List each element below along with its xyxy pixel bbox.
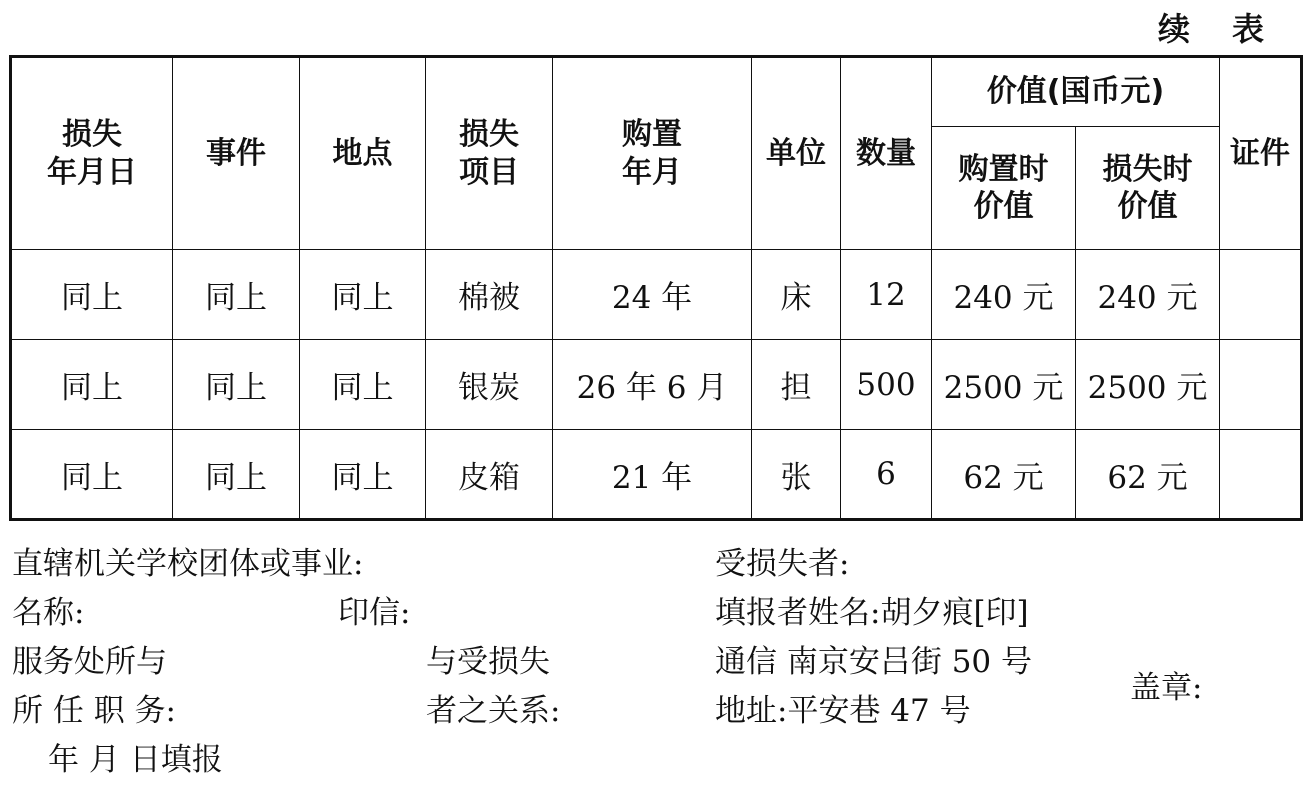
cell-place: 同上 <box>300 430 426 520</box>
cell-item: 银炭 <box>426 340 553 430</box>
cell-item: 皮箱 <box>426 430 553 520</box>
stamp-label: 盖章: <box>1130 670 1203 706</box>
cell-loss-date: 同上 <box>11 250 173 340</box>
continued-label <box>1158 4 1264 50</box>
header-row-1 <box>11 57 1302 127</box>
position-label: 所 任 职 务: <box>12 693 177 729</box>
header-value-loss: 损失时 价值 <box>1076 127 1220 250</box>
address-line-1: 通信 南京安吕街 50 号 <box>715 644 1033 680</box>
header-place: 地点 <box>300 57 426 250</box>
header-purchase-date: 购置 年月 <box>553 57 752 250</box>
cell-unit: 张 <box>752 430 841 520</box>
cell-loss-date: 同上 <box>11 430 173 520</box>
reporter-name: 填报者姓名:胡夕痕[印] <box>715 595 1029 631</box>
name-label: 名称: <box>12 595 85 631</box>
cell-unit: 床 <box>752 250 841 340</box>
cell-value-purchase: 240 元 <box>932 250 1076 340</box>
cell-purchase-date: 24 年 <box>553 250 752 340</box>
cell-item: 棉被 <box>426 250 553 340</box>
table-row <box>11 340 1302 430</box>
cell-unit: 担 <box>752 340 841 430</box>
cell-event: 同上 <box>173 340 300 430</box>
cell-value-loss: 2500 元 <box>1076 340 1220 430</box>
header-value-purchase: 购置时 价值 <box>932 127 1076 250</box>
address-line-2: 地址:平安巷 47 号 <box>715 693 971 729</box>
date-line: 年 月 日填报 <box>48 742 223 778</box>
cell-evidence <box>1220 340 1302 430</box>
header-value-group: 价值(国币元) <box>932 57 1220 127</box>
cell-value-loss: 240 元 <box>1076 250 1220 340</box>
cell-value-purchase: 62 元 <box>932 430 1076 520</box>
org-label: 直辖机关学校团体或事业: <box>12 546 364 582</box>
seal-label: 印信: <box>338 595 411 631</box>
header-unit: 单位 <box>752 57 841 250</box>
continued-char-2: 表 <box>1232 10 1265 48</box>
cell-event: 同上 <box>173 430 300 520</box>
cell-evidence <box>1220 250 1302 340</box>
cell-purchase-date: 21 年 <box>553 430 752 520</box>
cell-quantity: 12 <box>841 250 932 340</box>
relation-label-2: 者之关系: <box>426 693 561 729</box>
header-quantity: 数量 <box>841 57 932 250</box>
cell-loss-date: 同上 <box>11 340 173 430</box>
victim-label: 受损失者: <box>715 546 850 582</box>
header-item: 损失 项目 <box>426 57 553 250</box>
table-row <box>11 430 1302 520</box>
cell-evidence <box>1220 430 1302 520</box>
cell-quantity: 6 <box>841 430 932 520</box>
cell-event: 同上 <box>173 250 300 340</box>
cell-value-loss: 62 元 <box>1076 430 1220 520</box>
table-row <box>11 250 1302 340</box>
header-loss-date: 损失 年月日 <box>11 57 173 250</box>
service-label: 服务处所与 <box>12 644 167 680</box>
header-event: 事件 <box>173 57 300 250</box>
cell-purchase-date: 26 年 6 月 <box>553 340 752 430</box>
cell-place: 同上 <box>300 340 426 430</box>
header-evidence: 证件 <box>1220 57 1302 250</box>
cell-quantity: 500 <box>841 340 932 430</box>
cell-value-purchase: 2500 元 <box>932 340 1076 430</box>
loss-table <box>9 55 1303 521</box>
relation-label-1: 与受损失 <box>426 644 550 680</box>
cell-place: 同上 <box>300 250 426 340</box>
continued-char-1: 续 <box>1158 10 1191 48</box>
